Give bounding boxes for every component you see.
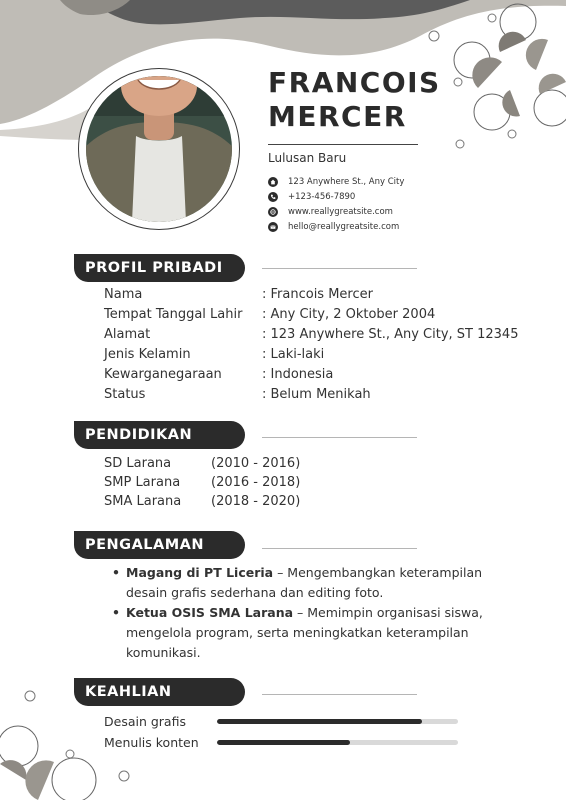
profil-row	[104, 365, 518, 385]
home-icon	[268, 177, 278, 187]
skills-list	[104, 711, 458, 753]
globe-icon	[268, 207, 278, 217]
name-first: FRANCOIS	[268, 66, 441, 99]
skill-bar	[217, 740, 458, 745]
education-years: (2016 - 2018)	[211, 475, 301, 490]
experience-desc: – Memimpin organisasi siswa, mengelola program, serta meningkatkan keterampilan komunikasi.	[126, 605, 483, 660]
experience-list	[112, 563, 487, 663]
profil-row	[104, 305, 518, 325]
contact-website-text[interactable]: www.reallygreatsite.com	[288, 206, 393, 217]
contact-website[interactable]	[268, 204, 404, 219]
skill-label: Desain grafis	[104, 714, 186, 729]
profil-row	[104, 345, 518, 365]
profil-value: : Laki-laki	[262, 347, 325, 362]
name-divider	[268, 144, 418, 145]
skill-label: Menulis konten	[104, 735, 199, 750]
job-role: Lulusan Baru	[268, 151, 347, 165]
contact-address	[268, 174, 404, 189]
contact-email-text[interactable]: hello@reallygreatsite.com	[288, 221, 400, 232]
section-title-pengalaman: PENGALAMAN	[74, 531, 245, 559]
section-rule-pendidikan	[262, 437, 417, 438]
skill-bar	[217, 719, 458, 724]
education-school: SMA Larana	[104, 494, 182, 509]
profil-value: : Belum Menikah	[262, 387, 371, 402]
experience-title: Magang di PT Liceria	[126, 565, 274, 580]
profile-photo	[86, 76, 232, 222]
education-row	[104, 454, 300, 473]
section-rule-pengalaman	[262, 548, 417, 549]
education-years: (2018 - 2020)	[211, 494, 301, 509]
skill-row	[104, 732, 458, 753]
profil-value: : Francois Mercer	[262, 287, 373, 302]
education-row	[104, 473, 300, 492]
profil-value: : 123 Anywhere St., Any City, ST 12345	[262, 327, 519, 342]
profil-label: Tempat Tanggal Lahir	[104, 307, 243, 322]
experience-item	[112, 603, 487, 663]
profil-table	[104, 285, 518, 405]
education-school: SMP Larana	[104, 475, 181, 490]
profil-label: Jenis Kelamin	[104, 347, 191, 362]
education-list	[104, 454, 300, 511]
skill-row	[104, 711, 458, 732]
full-name	[268, 66, 441, 134]
contact-list	[268, 174, 404, 234]
profil-label: Kewarganegaraan	[104, 367, 222, 382]
profil-value: : Any City, 2 Oktober 2004	[262, 307, 436, 322]
name-last: MERCER	[268, 100, 407, 133]
experience-title: Ketua OSIS SMA Larana	[126, 605, 294, 620]
section-title-keahlian: KEAHLIAN	[74, 678, 245, 706]
profil-row	[104, 325, 518, 345]
profil-row	[104, 385, 518, 405]
education-school: SD Larana	[104, 456, 172, 471]
section-rule-keahlian	[262, 694, 417, 695]
profil-label: Alamat	[104, 327, 151, 342]
education-years: (2010 - 2016)	[211, 456, 301, 471]
phone-icon	[268, 192, 278, 202]
section-title-pendidikan: PENDIDIKAN	[74, 421, 245, 449]
contact-address-text: 123 Anywhere St., Any City	[288, 176, 405, 187]
education-row	[104, 492, 300, 511]
contact-phone-text: +123-456-7890	[288, 191, 356, 202]
section-rule-profil	[262, 268, 417, 269]
experience-desc: – Mengembangkan keterampilan desain grafis sederhana dan editing foto.	[126, 565, 483, 600]
mail-icon	[268, 222, 278, 232]
section-title-profil: PROFIL PRIBADI	[74, 254, 245, 282]
skill-bar-fill	[217, 740, 350, 745]
profil-label: Nama	[104, 287, 143, 302]
skill-bar-fill	[217, 719, 422, 724]
profil-value: : Indonesia	[262, 367, 334, 382]
profil-label: Status	[104, 387, 146, 402]
profil-row	[104, 285, 518, 305]
contact-email[interactable]	[268, 219, 404, 234]
contact-phone	[268, 189, 404, 204]
experience-item	[112, 563, 487, 603]
